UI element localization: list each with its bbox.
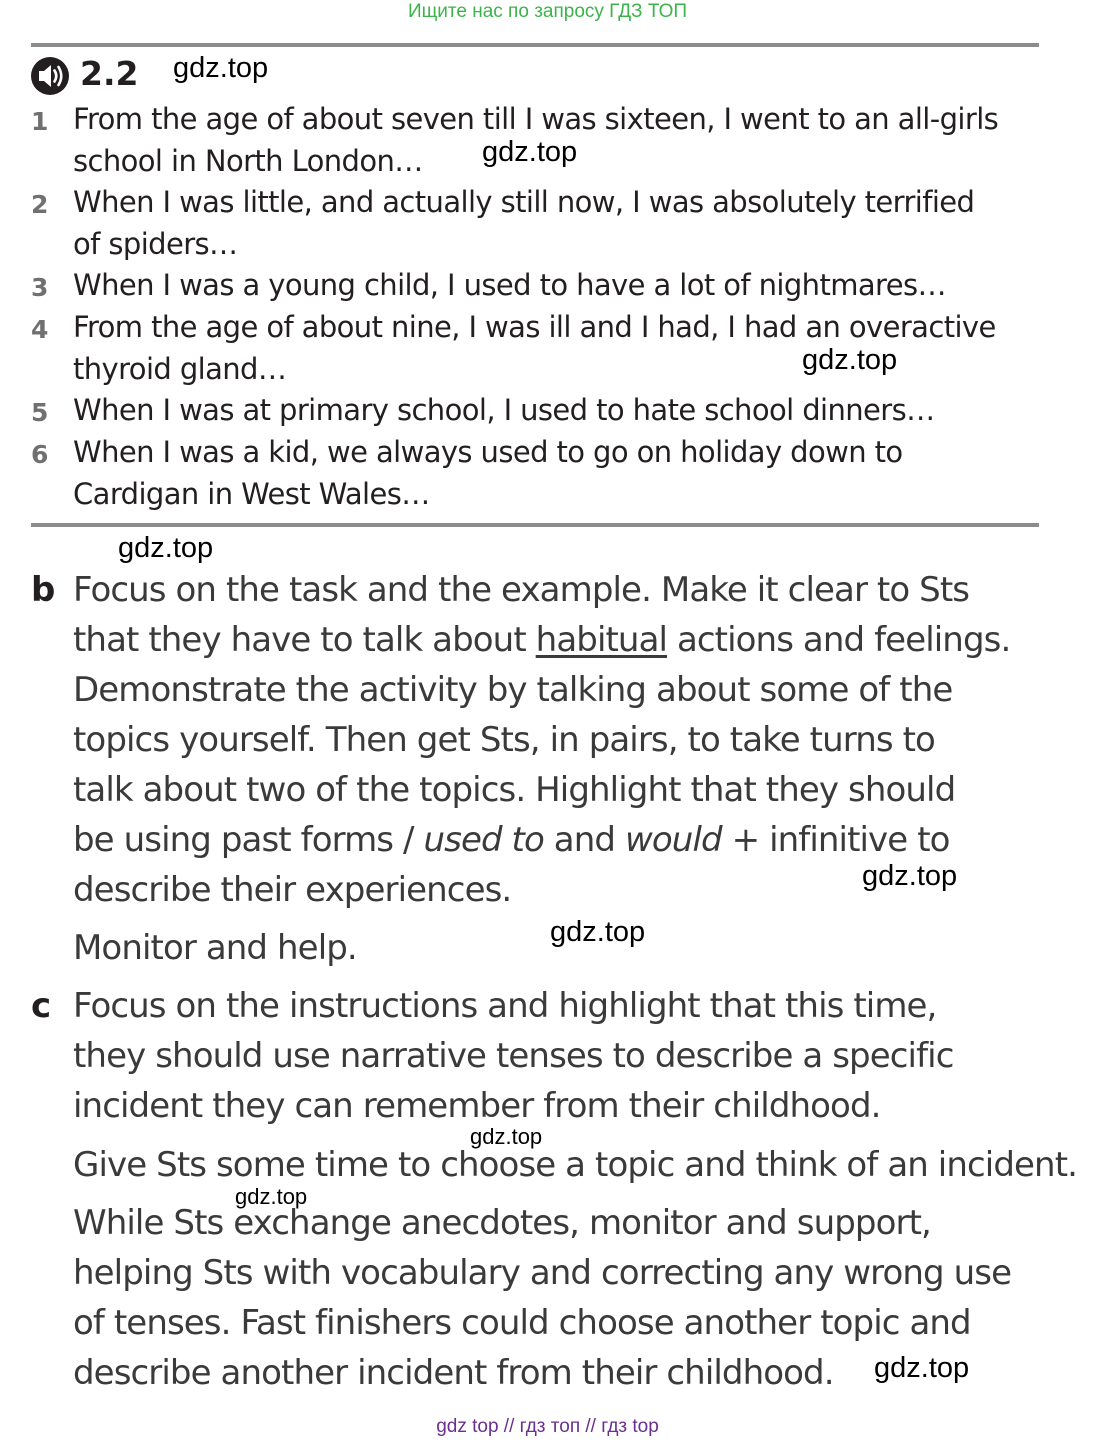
paragraph-line: Monitor and help. bbox=[73, 928, 357, 968]
paragraph-line: they should use narrative tenses to describe a specific bbox=[73, 1036, 954, 1076]
italic-phrase: would bbox=[624, 820, 722, 860]
watermark: gdz.top bbox=[118, 532, 214, 564]
paragraph-line: talk about two of the topics. Highlight that they should bbox=[73, 770, 956, 810]
paragraph-line: topics yourself. Then get Sts, in pairs, to take turns to bbox=[73, 720, 935, 760]
paragraph-line: Demonstrate the activity by talking about some of the bbox=[73, 670, 953, 710]
paragraph-line: that they have to talk about habitual actions and feelings. bbox=[73, 620, 1011, 660]
item-number: 6 bbox=[31, 440, 49, 469]
transcript-line: school in North London… bbox=[73, 144, 423, 178]
watermark: gdz.top bbox=[874, 1352, 970, 1384]
transcript-line: When I was at primary school, I used to hate school dinners… bbox=[73, 393, 935, 427]
transcript-line: When I was little, and actually still now, I was absolutely terrified bbox=[73, 185, 975, 219]
underlined-word: habitual bbox=[535, 620, 668, 660]
transcript-line: When I was a kid, we always used to go on holiday down to bbox=[73, 435, 903, 469]
watermark: gdz.top bbox=[862, 860, 958, 892]
section-divider bbox=[31, 523, 1039, 527]
transcript-line: of spiders… bbox=[73, 227, 238, 261]
item-number: 2 bbox=[31, 190, 49, 219]
transcript-line: thyroid gland… bbox=[73, 352, 287, 386]
top-banner: Ищите нас по запросу ГДЗ ТОП bbox=[407, 1, 688, 22]
paragraph-line: be using past forms / used to and would + infinitive to bbox=[73, 820, 950, 860]
top-divider bbox=[31, 43, 1039, 47]
watermark: gdz.top bbox=[235, 1184, 308, 1209]
paragraph-line: While Sts exchange anecdotes, monitor and support, bbox=[73, 1203, 931, 1243]
transcript-line: From the age of about nine, I was ill and I had, I had an overactive bbox=[73, 310, 996, 344]
paragraph-line: helping Sts with vocabulary and correcting any wrong use bbox=[73, 1253, 1012, 1293]
item-number: 5 bbox=[31, 398, 49, 427]
transcript-line: From the age of about seven till I was sixteen, I went to an all-girls bbox=[73, 102, 999, 136]
watermark: gdz.top bbox=[550, 916, 646, 948]
watermark: gdz.top bbox=[482, 136, 578, 168]
item-number: 1 bbox=[31, 107, 49, 136]
paragraph-line: describe their experiences. bbox=[73, 870, 512, 910]
transcript-line: Cardigan in West Wales… bbox=[73, 477, 430, 511]
section-letter-c: c bbox=[31, 986, 52, 1026]
italic-phrase: used to bbox=[423, 820, 544, 860]
paragraph-line: of tenses. Fast finishers could choose another topic and bbox=[73, 1303, 971, 1343]
footer-link[interactable]: gdz top // гдз топ // гдз top bbox=[436, 1416, 659, 1437]
paragraph-line: Focus on the instructions and highlight that this time, bbox=[73, 986, 937, 1026]
paragraph-line: Focus on the task and the example. Make it clear to Sts bbox=[73, 570, 970, 610]
item-number: 4 bbox=[31, 315, 49, 344]
watermark: gdz.top bbox=[802, 344, 898, 376]
watermark: gdz.top bbox=[470, 1124, 543, 1149]
track-number: 2.2 bbox=[80, 54, 139, 93]
transcript-line: When I was a young child, I used to have a lot of nightmares… bbox=[73, 268, 946, 302]
item-number: 3 bbox=[31, 273, 49, 302]
watermark: gdz.top bbox=[173, 52, 269, 84]
speaker-icon[interactable] bbox=[30, 56, 70, 96]
paragraph-line: Give Sts some time to choose a topic and think of an incident. bbox=[73, 1145, 1078, 1185]
paragraph-line: incident they can remember from their childhood. bbox=[73, 1086, 881, 1126]
paragraph-line: describe another incident from their childhood. bbox=[73, 1353, 834, 1393]
section-letter-b: b bbox=[31, 570, 56, 610]
